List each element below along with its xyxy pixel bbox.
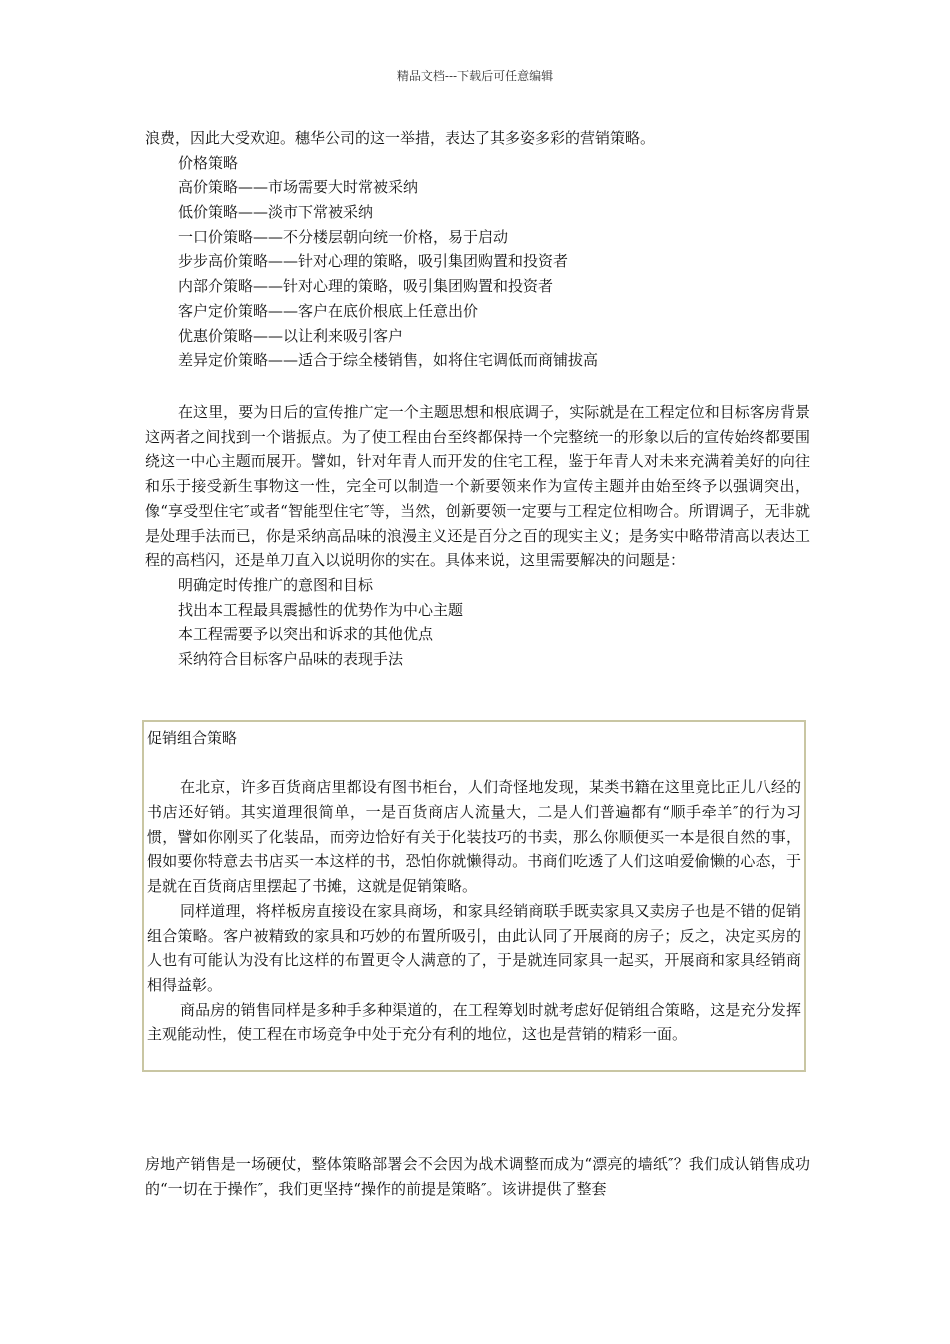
- closing-section: [145, 1152, 810, 1201]
- list-item: 价格策略: [178, 153, 239, 172]
- list-item: 内部介策略——针对心理的策略，吸引集团购置和投资者: [178, 277, 554, 296]
- closing-paragraph: 房地产销售是一场硬仗，整体策略部署会不会因为战术调整而成为“漂亮的墙纸″？我们成认销售成功的“一切在于操作″，我们更坚持“操作的前提是策略″。该讲提供了整套: [145, 1155, 810, 1198]
- list-item: 一口价策略——不分楼层朝向统一价格，易于启动: [178, 227, 509, 246]
- list-item: 优惠价策略——以让利来吸引客户: [178, 326, 404, 345]
- lead-sentence: 浪费，因此大受欢迎。穗华公司的这一举措，表达了其多姿多彩的营销策略。: [145, 129, 656, 147]
- list-item: 明确定时传推广的意图和目标: [178, 575, 374, 594]
- promotion-combination-box: [142, 720, 806, 1072]
- list-item: 本工程需要予以突出和诉求的其他优点: [178, 625, 434, 644]
- box-paragraph: 同样道理，将样板房直接设在家具商场，和家具经销商联手既卖家具又卖房子也是不错的促销组合策略。客户被精致的家具和巧妙的布置所吸引，由此认同了开展商的房子；反之，决定买房的人也有可能认为没有比这样的布置更令人满意的了，于是就连同家具一起买，开展商和家具经销商相得益彰。: [147, 901, 801, 994]
- box-title: 促销组合策略: [147, 729, 238, 747]
- pricing-strategy-section: [145, 126, 810, 373]
- list-item: 找出本工程最具震撼性的优势作为中心主题: [178, 600, 464, 619]
- page-header: 精品文档---下载后可任意编辑: [396, 69, 554, 83]
- promotion-theme-section: [145, 400, 810, 672]
- list-item: 低价策略——淡市下常被采纳: [178, 203, 374, 222]
- box-paragraph: 商品房的销售同样是多种手多种渠道的，在工程筹划时就考虑好促销组合策略，这是充分发挥主观能动性，使工程在市场竞争中处于充分有利的地位，这也是营销的精彩一面。: [147, 1000, 801, 1044]
- list-item: 差异定价策略——适合于综全楼销售，如将住宅调低而商铺拔高: [178, 351, 599, 370]
- body-paragraph: 在这里，要为日后的宣传推广定一个主题思想和根底调子，实际就是在工程定位和目标客房背景这两者之间找到一个谐振点。为了使工程由台至终都保持一个完整统一的形象以后的宣传始终都要围绕这一中心主题而展开。譬如，针对年青人而开发的住宅工程，鉴于年青人对未来充满着美好的向往和乐于接受新生事物这一性，完全可以制造一个新要领来作为宣传主题并由始至终予以强调突出，像“享受型住宅″或者“智能型住宅″等，当然，创新要领一定要与工程定位相吻合。所谓调子，无非就是处理手法而已，你是采纳高品味的浪漫主义还是百分之百的现实主义；是务实中略带清高以表达工程的高档闪，还是单刀直入以说明你的实在。具体来说，这里需要解决的问题是：: [145, 403, 810, 570]
- list-item: 步步高价策略——针对心理的策略，吸引集团购置和投资者: [178, 252, 569, 271]
- box-paragraph: 在北京，许多百货商店里都设有图书柜台，人们奇怪地发现，某类书籍在这里竟比正儿八经的书店还好销。其实道理很简单，一是百货商店人流量大，二是人们普遍都有“顺手牵羊″的行为习惯，譬如你刚买了化装品，而旁边恰好有关于化装技巧的书卖，那么你顺便买一本是很自然的事，假如要你特意去书店买一本这样的书，恐怕你就懒得动。书商们吃透了人们这咱爱偷懒的心态，于是就在百货商店里摆起了书摊，这就是促销策略。: [147, 778, 801, 896]
- list-item: 高价策略——市场需要大时常被采纳: [178, 178, 419, 197]
- list-item: 客户定价策略——客户在底价根底上任意出价: [178, 301, 479, 320]
- list-item: 采纳符合目标客户品味的表现手法: [178, 649, 404, 668]
